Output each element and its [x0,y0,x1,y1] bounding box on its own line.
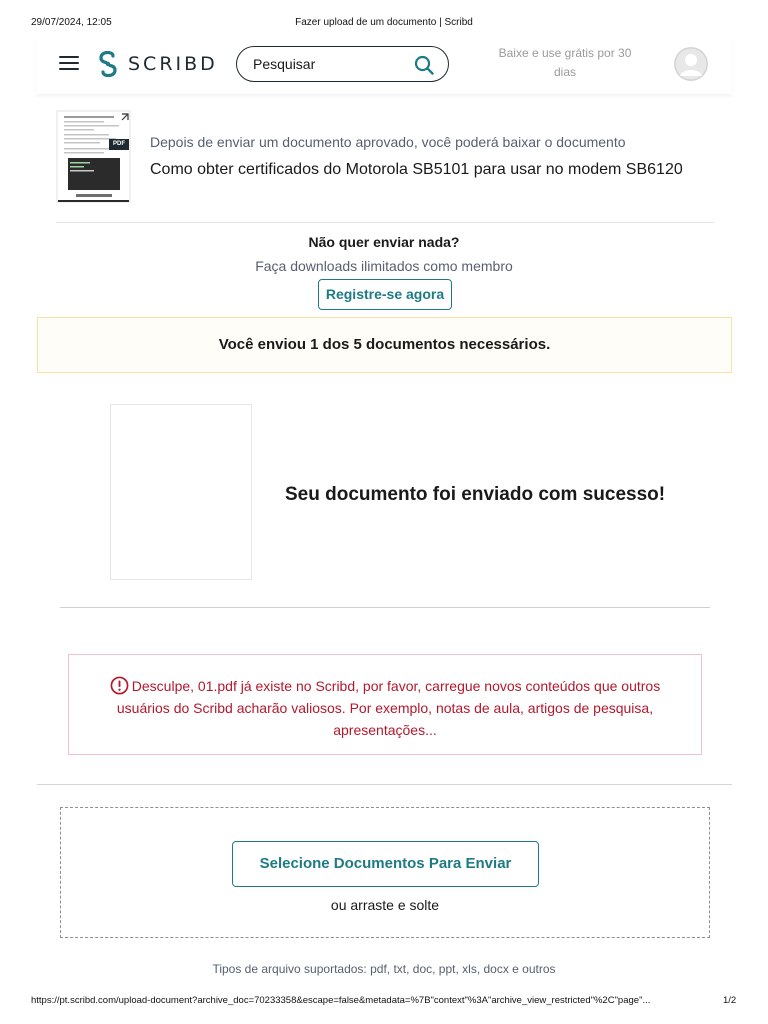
free-trial-link[interactable] [488,44,642,82]
membership-section [0,234,768,274]
upload-progress-banner: Você enviou 1 dos 5 documentos necessários. [37,317,732,373]
divider [60,607,710,608]
document-title[interactable]: Como obter certificados do Motorola SB5101 para usar no modem SB6120 [150,161,683,178]
error-text-line-1: Desculpe, 01.pdf já existe no Scribd, por favor, carregue novos conteúdos que outros [131,678,661,694]
search-icon[interactable] [414,55,434,75]
print-page-title: Fazer upload de um documento | Scribd [295,17,473,28]
alert-circle-icon [110,676,129,695]
membership-heading: Não quer enviar nada? [308,234,460,250]
document-thumbnail-image [56,110,131,203]
scribd-logo-icon [96,51,120,77]
pdf-badge: PDF [109,139,129,150]
success-message: Seu documento foi enviado com sucesso! [285,484,666,505]
print-url: https://pt.scribd.com/upload-document?archive_doc=70233358&escape=false&metadata=%7B"context"%3A"archive_view_restricted"%2C"page"... [31,995,651,1006]
divider [37,784,732,785]
search-box[interactable] [236,46,449,82]
register-button[interactable]: Registre-se agora [318,279,452,310]
logo-text: SCRIBD [128,53,218,75]
promo-line-1: Baixe e use grátis por 30 [498,46,632,60]
error-text-line-2: usuários do Scribd acharão valiosos. Por exemplo, notas de aula, artigos de pesquisa, [116,700,654,716]
scribd-logo[interactable] [96,51,218,77]
uploaded-document-preview [110,404,252,580]
promo-line-2: dias [553,65,576,79]
document-subtitle: Depois de enviar um documento aprovado, você poderá baixar o documento [150,134,626,150]
menu-icon[interactable] [59,56,79,72]
supported-file-types: Tipos de arquivo suportados: pdf, txt, doc, ppt, xls, docx e outros [212,962,556,976]
file-dropzone[interactable] [60,807,710,938]
user-avatar-icon [674,47,708,81]
top-navigation-bar [36,38,732,94]
search-input[interactable]: Pesquisar [253,56,316,72]
upload-success-section [0,404,768,580]
error-message-box [68,654,702,755]
document-thumbnail[interactable] [56,110,131,203]
print-page-number: 1/2 [723,995,737,1006]
membership-subtext: Faça downloads ilimitados como membro [255,258,513,274]
print-date: 29/07/2024, 12:05 [31,17,112,28]
avatar[interactable] [674,47,708,81]
drag-drop-hint: ou arraste e solte [330,897,440,913]
error-text-line-3: apresentações... [333,722,437,738]
select-documents-button[interactable]: Selecione Documentos Para Enviar [232,841,539,887]
document-info [56,110,714,223]
